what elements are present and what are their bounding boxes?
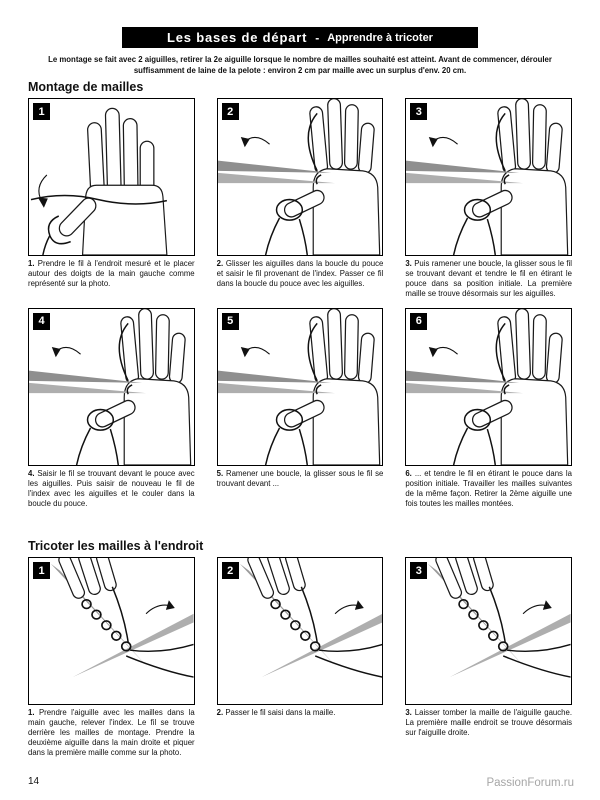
section-heading-montage: Montage de mailles <box>28 80 144 94</box>
caption-text: Saisir le fil se trouvant devant le pouce avec les aiguilles. Puis saisir de nouveau le fil de l'index avec les aiguilles et le couler dans la boucle du pouce. <box>28 468 195 508</box>
step-number-badge: 1 <box>33 562 50 579</box>
caption-number: 3. <box>405 259 412 268</box>
step-number-badge: 1 <box>33 103 50 120</box>
knit-step-grid <box>28 557 572 758</box>
illustration-frame <box>28 308 195 466</box>
needles-thumb-loop-illustration <box>406 309 571 465</box>
step-number-badge: 6 <box>410 313 427 330</box>
caption-number: 5. <box>216 468 224 478</box>
step-panel <box>405 98 572 299</box>
watermark: PassionForum.ru <box>486 777 574 789</box>
page-subtitle: Apprendre à tricoter <box>327 31 433 44</box>
step-caption <box>28 469 195 509</box>
caption-text: Glisser les aiguilles dans la boucle du pouce et saisir le fil provenant de l'index. Passer ce fil dans la boucle du pouce avec les aiguilles. <box>216 259 384 288</box>
step-number-badge: 2 <box>222 103 239 120</box>
caption-number: 1. <box>28 708 35 717</box>
step-panel <box>217 98 384 299</box>
title-separator: - <box>315 30 320 45</box>
illustration-frame <box>405 308 572 466</box>
illustration-frame <box>28 98 195 256</box>
step-panel <box>28 557 195 758</box>
illustration-frame <box>405 557 572 705</box>
caption-number: 6. <box>405 468 412 478</box>
step-panel <box>28 98 195 299</box>
needles-thumb-loop-illustration <box>218 309 383 465</box>
step-caption <box>28 708 195 758</box>
illustration-frame <box>217 557 384 705</box>
cast-on-step-grid <box>28 98 572 509</box>
caption-text: Ramener une boucle, la glisser sous le fil se trouvant devant ... <box>216 468 384 488</box>
caption-text: Prendre le fil à l'endroit mesuré et le placer autour des doigts de la main gauche comme représenté sur la photo. <box>28 259 195 288</box>
step-number-badge: 3 <box>410 103 427 120</box>
step-caption <box>405 469 572 509</box>
knit-stitch-illustration <box>218 558 383 704</box>
page-number: 14 <box>28 776 40 787</box>
needles-thumb-loop-illustration <box>406 99 571 255</box>
caption-number: 4. <box>28 468 35 478</box>
needles-thumb-loop-illustration <box>218 99 383 255</box>
step-number-badge: 3 <box>410 562 427 579</box>
section-heading-tricoter: Tricoter les mailles à l'endroit <box>28 539 204 553</box>
needles-thumb-loop-illustration <box>29 309 194 465</box>
caption-number: 2. <box>216 708 224 717</box>
caption-text: Passer le fil saisi dans la maille. <box>225 708 336 717</box>
caption-number: 2. <box>216 259 224 268</box>
header-bar <box>122 27 478 48</box>
step-panel <box>405 557 572 758</box>
step-number-badge: 5 <box>222 313 239 330</box>
caption-text: Laisser tomber la maille de l'aiguille gauche. La première maille endroit se trouve désormais sur l'aiguille droite. <box>405 708 572 737</box>
knit-stitch-illustration <box>406 558 571 704</box>
step-panel <box>217 308 384 509</box>
step-caption <box>405 708 572 738</box>
step-number-badge: 4 <box>33 313 50 330</box>
illustration-frame <box>217 308 384 466</box>
intro-paragraph: Le montage se fait avec 2 aiguilles, retirer la 2e aiguille lorsque le nombre de mailles souhaité est atteint. Avant de commencer, dérouler suffisamment de laine de la pelote : environ 2 cm par maille avec un surplus d'env. 20 cm. <box>48 55 552 75</box>
caption-number: 3. <box>405 708 412 717</box>
step-panel <box>217 557 384 758</box>
step-caption <box>405 259 572 299</box>
step-caption <box>217 708 384 718</box>
illustration-frame <box>217 98 384 256</box>
step-panel <box>405 308 572 509</box>
step-number-badge: 2 <box>222 562 239 579</box>
illustration-frame <box>28 557 195 705</box>
caption-text: Puis ramener une boucle, la glisser sous le fil se trouvant devant et tendre le fil en étirant le pouce dans sa position initiale. La première maille se trouve désormais sur les aiguilles. <box>405 259 572 298</box>
step-caption <box>217 469 384 489</box>
step-caption <box>28 259 195 289</box>
step-panel <box>28 308 195 509</box>
illustration-frame <box>405 98 572 256</box>
caption-text: ... et tendre le fil en étirant le pouce dans la position initiale. Travailler les mailles suivantes de la même façon. Retirer la 2ème aiguille une fois toutes les mailles montées. <box>405 468 572 508</box>
step-caption <box>217 259 384 289</box>
hand-yarn-illustration <box>29 99 194 255</box>
knit-stitch-illustration <box>29 558 194 704</box>
caption-text: Prendre l'aiguille avec les mailles dans la main gauche, relever l'index. Le fil se trouve derrière les mailles de montage. Prendre la deuxième aiguille dans la main droite et piquer dans la première maille comme sur la photo. <box>28 708 195 757</box>
caption-number: 1. <box>28 259 35 268</box>
page-title: Les bases de départ <box>167 30 308 45</box>
